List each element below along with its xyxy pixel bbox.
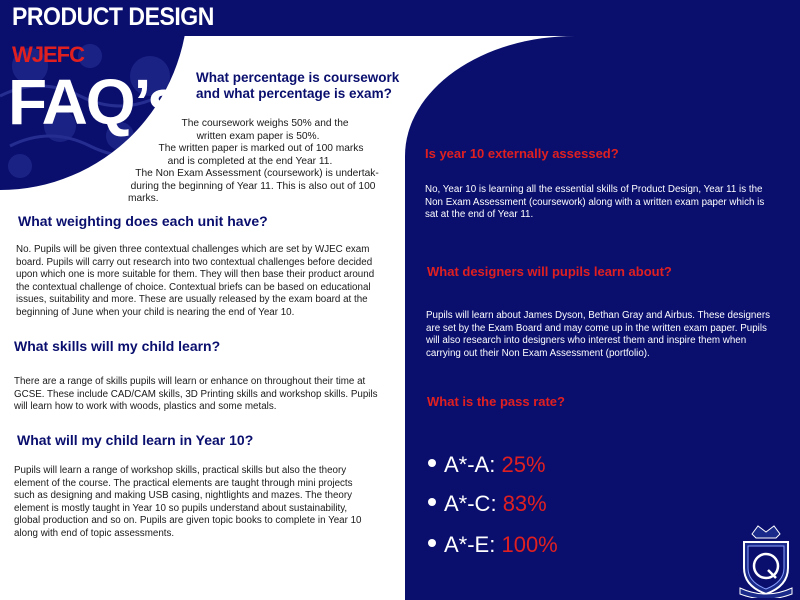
faq4-line: along with end of topic assessments. — [14, 527, 175, 539]
faq2-line: board. Pupils will carry out research into two contextual challenges before decided — [16, 256, 373, 268]
faq7-question: What is the pass rate? — [427, 394, 565, 409]
faq1-line: marks. — [128, 193, 159, 204]
bullet-icon — [428, 539, 436, 547]
faq4-line: Pupils will learn a range of workshop skills, practical skills but also the theory — [14, 465, 347, 476]
faq5-line: sat at the end of Year 11. — [425, 209, 534, 220]
pass-rate-item — [428, 452, 546, 478]
faq2-line: issues, suitability and more. These are usually released by the exam board at the — [16, 294, 368, 305]
faq4-question: What will my child learn in Year 10? — [17, 432, 254, 448]
bullet-icon — [428, 498, 436, 506]
faq2-answer — [16, 244, 401, 319]
faq1-line: during the beginning of Year 11. This is also out of 100 — [130, 180, 376, 192]
faq1-line: written exam paper is 50%. — [196, 130, 320, 142]
faq4-line: such as designing and making USB casing, nightlights and mazes. The theory — [14, 490, 353, 501]
pass-rate-label: A*-E: — [444, 532, 502, 557]
faq6-line: will also research into designers who interest them and inspire them when — [426, 335, 747, 346]
faq3-line: GCSE. These include CAD/CAM skills, 3D Printing skills and workshop skills. Pupils — [14, 388, 378, 400]
pass-rate-value: 25% — [501, 452, 546, 477]
pass-rate-item — [428, 491, 547, 517]
faq5-line: No, Year 10 is learning all the essential skills of Product Design, Year 11 is the — [425, 184, 763, 195]
faq3-question: What skills will my child learn? — [14, 338, 221, 354]
faq5-question: Is year 10 externally assessed? — [425, 146, 619, 161]
faq3-line: There are a range of skills pupils will learn or enhance on throughout their time at — [14, 376, 366, 387]
bullet-icon — [428, 459, 436, 467]
school-crest-icon — [738, 520, 794, 598]
pass-rate-value: 83% — [502, 491, 547, 516]
faq2-line: the contextual challenge of choice. Contextual briefs can be based on educational — [16, 281, 371, 293]
page-title: PRODUCT DESIGN — [12, 3, 214, 31]
faq-title: FAQ’s — [8, 66, 181, 138]
faq1-answer — [120, 118, 380, 206]
pass-rate-label: A*-C: — [444, 491, 503, 516]
org-label: WJEFC — [12, 42, 84, 67]
faq2-line: beginning of June when your child is nearing the end of Year 10. — [16, 306, 295, 318]
faq3-line: will learn how to work with woods, plastics and some metals. — [14, 401, 277, 412]
faq6-answer — [426, 310, 796, 360]
faq4-line: global production and so on. Pupils are given topic books to complete in Year 10 — [14, 515, 362, 526]
pass-rate-value: 100% — [501, 532, 558, 557]
faq1-line: The coursework weighs 50% and the — [181, 118, 349, 129]
faq4-line: element of the course. The practical elements are taught through mini projects — [14, 477, 353, 489]
faq1-question — [196, 70, 399, 102]
faq2-line: upon which one is more suitable for them. They will then base their product around — [16, 269, 375, 280]
faq1-question-line: and what percentage is exam? — [196, 86, 392, 101]
faq4-answer — [14, 465, 399, 540]
faq3-answer — [14, 376, 399, 414]
faq6-question: What designers will pupils learn about? — [427, 264, 672, 279]
pass-rate-label: A*-A: — [444, 452, 502, 477]
faq1-line: The written paper is marked out of 100 marks — [158, 143, 364, 154]
faq1-line: The Non Exam Assessment (coursework) is undertak- — [135, 168, 379, 179]
faq6-line: Pupils will learn about James Dyson, Bethan Gray and Airbus. These designers — [426, 310, 770, 321]
faq5-line: Non Exam Assessment (coursework) along with a written exam paper which is — [425, 196, 765, 208]
faq6-line: are set by the Exam Board and may come up in the written exam paper. Pupils — [426, 322, 767, 334]
faq1-line: and is completed at the end Year 11. — [167, 155, 333, 167]
faq4-line: element is mostly taught in Year 10 so pupils understand about sustainability, — [14, 502, 348, 514]
pass-rate-item — [428, 532, 558, 558]
faq2-line: No. Pupils will be given three contextual challenges which are set by WJEC exam — [16, 244, 370, 255]
faq6-line: carrying out their Non Exam Assessment (portfolio). — [426, 347, 650, 359]
faq5-answer — [425, 184, 795, 222]
faq1-question-line: What percentage is coursework — [196, 70, 400, 85]
faq2-question: What weighting does each unit have? — [18, 213, 268, 229]
